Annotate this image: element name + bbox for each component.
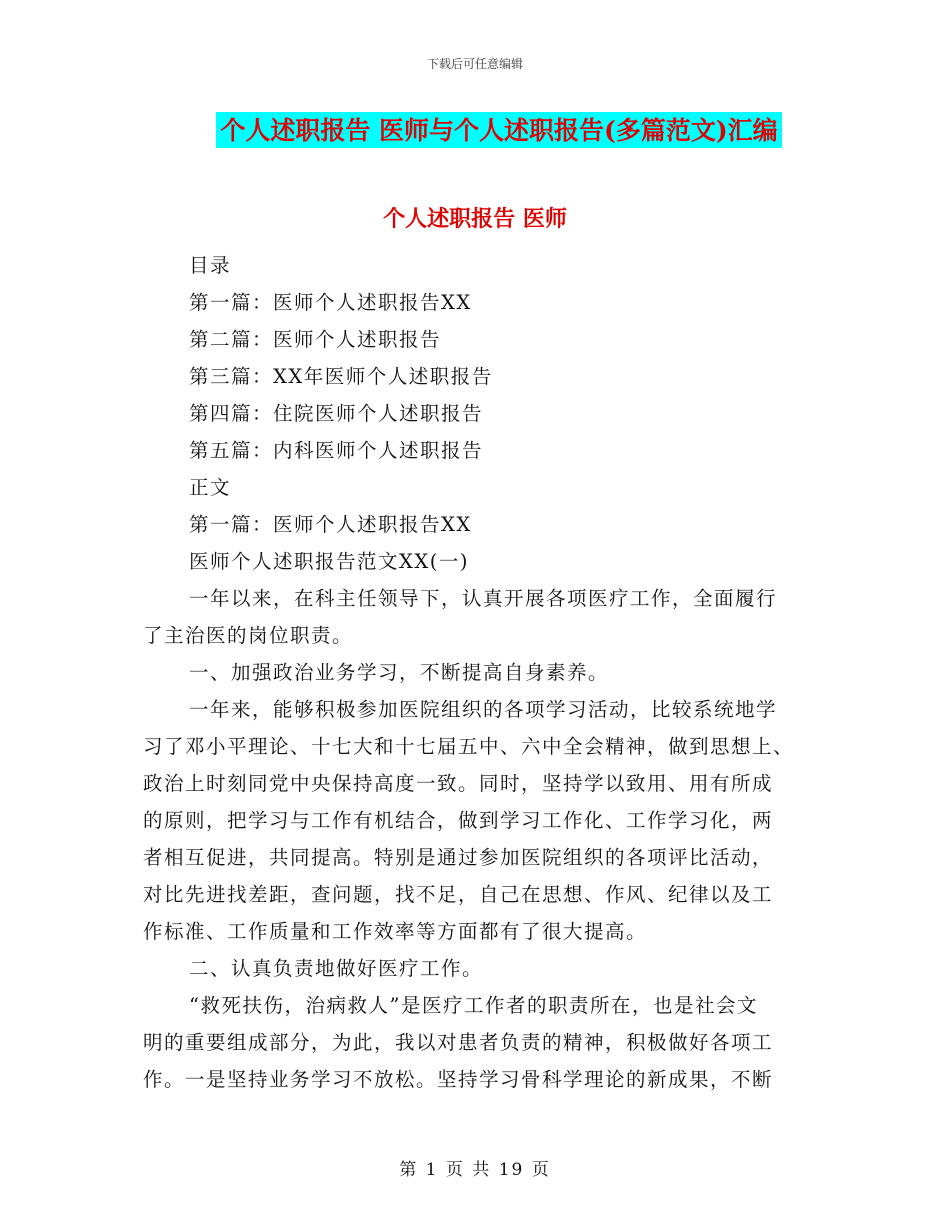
paragraph-line: 作标准、工作质量和工作效率等方面都有了很大提高。 [143, 920, 648, 943]
chapter-heading: 第一篇：医师个人述职报告XX [189, 513, 472, 536]
paragraph-line: 政治上时刻同党中央保持高度一致。同时，坚持学以致用、用有所成 [143, 772, 774, 795]
paragraph-line: 一年以来，在科主任领导下，认真开展各项医疗工作，全面履行 [189, 587, 778, 610]
toc-item: 第一篇：医师个人述职报告XX [189, 291, 472, 314]
page-header-note: 下载后可任意编辑 [426, 57, 523, 71]
page-footer-page-number: 第 1 页 共 19 页 [399, 1160, 551, 1180]
document-body [143, 247, 803, 1098]
section-title: 个人述职报告 医师 [383, 206, 567, 232]
paragraph-line: 作。一是坚持业务学习不放松。坚持学习骨科学理论的新成果，不断 [143, 1068, 774, 1091]
article-title: 医师个人述职报告范文XX(一) [189, 550, 469, 573]
paragraph-line: 者相互促进，共同提高。特别是通过参加医院组织的各项评比活动， [143, 846, 774, 869]
toc-heading: 目录 [189, 254, 232, 277]
document-title-container [0, 112, 950, 148]
toc-item: 第四篇：住院医师个人述职报告 [189, 402, 484, 425]
paragraph-line: 对比先进找差距，查问题，找不足，自己在思想、作风、纪律以及工 [143, 883, 774, 906]
body-heading: 正文 [189, 476, 232, 499]
section-heading: 二、认真负责地做好医疗工作。 [189, 957, 484, 980]
paragraph-line: 了主治医的岗位职责。 [143, 624, 354, 647]
paragraph-line: 一年来，能够积极参加医院组织的各项学习活动，比较系统地学 [189, 698, 778, 721]
paragraph-line: 的原则，把学习与工作有机结合，做到学习工作化、工作学习化，两 [143, 809, 774, 832]
toc-item: 第五篇：内科医师个人述职报告 [189, 439, 484, 462]
paragraph-line: 明的重要组成部分，为此，我以对患者负责的精神，积极做好各项工 [143, 1031, 774, 1054]
section-heading: 一、加强政治业务学习，不断提高自身素养。 [189, 661, 610, 684]
document-title: 个人述职报告 医师与个人述职报告(多篇范文)汇编 [216, 112, 781, 148]
paragraph-line: “救死扶伤，治病救人”是医疗工作者的职责所在，也是社会文 [189, 994, 758, 1017]
paragraph-line: 习了邓小平理论、十七大和十七届五中、六中全会精神，做到思想上、 [143, 735, 795, 758]
toc-item: 第二篇：医师个人述职报告 [189, 328, 442, 351]
toc-item: 第三篇：XX年医师个人述职报告 [189, 365, 493, 388]
